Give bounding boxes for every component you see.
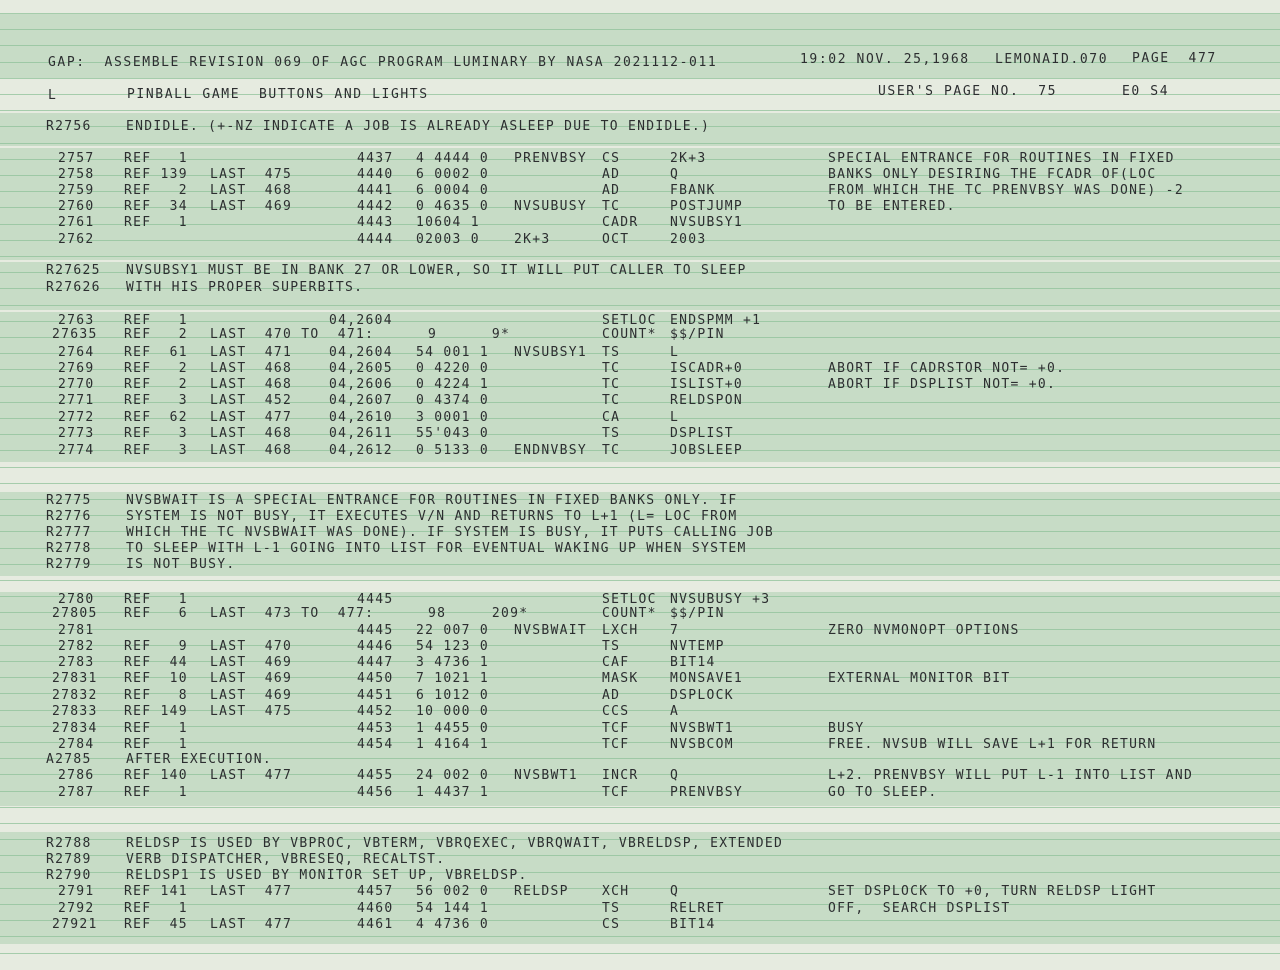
row-comment: EXTERNAL MONITOR BIT [828, 671, 1011, 686]
row-last: LAST 477 [210, 884, 293, 899]
row-addr: 04,2612 [329, 443, 393, 458]
row-seq: 2787 [58, 785, 95, 800]
row-op: TCF [602, 737, 630, 752]
row-seq: R2778 [46, 541, 92, 556]
row-ref: REF 3 [124, 443, 188, 458]
row-seq: 2770 [58, 377, 95, 392]
row-ref: REF 1 [124, 592, 188, 607]
row-addr: 4442 [357, 199, 394, 214]
row-label: 2K+3 [514, 232, 551, 247]
row-op: OCT [602, 232, 630, 247]
row-op: CCS [602, 704, 630, 719]
row-operand: L [670, 410, 680, 425]
row-seq: R2789 [46, 852, 92, 867]
row-code: 6 0002 0 [416, 167, 490, 182]
row-op: AD [602, 688, 621, 703]
row-label: NVSUBUSY [514, 199, 588, 214]
row-comment: ABORT IF DSPLIST NOT= +0. [828, 377, 1057, 392]
row-addr: 4453 [357, 721, 394, 736]
row-op: LXCH [602, 623, 639, 638]
row-seq: 27805 [52, 606, 98, 621]
paper-rule [0, 629, 1280, 630]
paper-rule [0, 953, 1280, 954]
row-ref: REF 3 [124, 393, 188, 408]
row-seq: 2762 [58, 232, 95, 247]
row-last: LAST 468 [210, 377, 293, 392]
row-ref: REF 1 [124, 721, 188, 736]
row-op: TS [602, 426, 621, 441]
row-code: 54 001 1 [416, 345, 490, 360]
row-operand: A [670, 704, 680, 719]
row-comment: OFF, SEARCH DSPLIST [828, 901, 1011, 916]
row-addr: 04,2604 [329, 345, 393, 360]
row-code: 6 1012 0 [416, 688, 490, 703]
row-operand: $$/PIN [670, 606, 725, 621]
row-op: COUNT* [602, 327, 657, 342]
row-ref: REF 2 [124, 327, 188, 342]
row-last: LAST 470 [210, 639, 293, 654]
row-op: TCF [602, 785, 630, 800]
row-seq: R2777 [46, 525, 92, 540]
paper-rule [0, 78, 1280, 79]
row-last: LAST 468 [210, 443, 293, 458]
row-op: TC [602, 377, 621, 392]
row-comment: NVSUBSY1 MUST BE IN BANK 27 OR LOWER, SO IT WILL PUT CALLER TO SLEEP [126, 263, 747, 278]
row-code: 0 4374 0 [416, 393, 490, 408]
paper-rule [0, 710, 1280, 711]
row-addr: 04,2605 [329, 361, 393, 376]
row-code: 54 144 1 [416, 901, 490, 916]
row-ref: REF 9 [124, 639, 188, 654]
row-operand: Q [670, 884, 680, 899]
row-ref: REF 34 [124, 199, 188, 214]
paper-rule [0, 693, 1280, 694]
row-code: 10604 1 [416, 215, 480, 230]
row-ref: REF 1 [124, 737, 188, 752]
row-comment: TO SLEEP WITH L-1 GOING INTO LIST FOR EVENTUAL WAKING UP WHEN SYSTEM [126, 541, 747, 556]
row-last: LAST 468 [210, 426, 293, 441]
row-code: 4 4736 0 [416, 917, 490, 932]
row-addr: 04,2606 [329, 377, 393, 392]
row-operand: 2003 [670, 232, 707, 247]
row-last: LAST 477 [210, 768, 293, 783]
row-ref: REF 141 [124, 884, 188, 899]
row-addr: 4445 [357, 592, 394, 607]
row-operand: $$/PIN [670, 327, 725, 342]
row-last: LAST 452 [210, 393, 293, 408]
row-ref: REF 44 [124, 655, 188, 670]
row-seq: R2779 [46, 557, 92, 572]
row-comment: RELDSP1 IS USED BY MONITOR SET UP, VBRELDSP. [126, 868, 528, 883]
row-seq: 2791 [58, 884, 95, 899]
row-seq: 2792 [58, 901, 95, 916]
row-label: PRENVBSY [514, 151, 588, 166]
row-ref: REF 1 [124, 151, 188, 166]
row-code: 10 000 0 [416, 704, 490, 719]
row-op: SETLOC [602, 592, 657, 607]
row-label: ENDNVBSY [514, 443, 588, 458]
row-ref: REF 149 [124, 704, 188, 719]
row-addr: 4440 [357, 167, 394, 182]
paper-rule [0, 418, 1280, 419]
paper-rule [0, 904, 1280, 905]
paper-rule [0, 13, 1280, 14]
row-last: LAST 469 [210, 671, 293, 686]
row-operand: BIT14 [670, 917, 716, 932]
row-seq: 2774 [58, 443, 95, 458]
row-code: 1 4164 1 [416, 737, 490, 752]
row-op: CADR [602, 215, 639, 230]
row-seq: A2785 [46, 752, 92, 767]
paper-rule [0, 29, 1280, 30]
row-ref: REF 2 [124, 377, 188, 392]
row-op: COUNT* [602, 606, 657, 621]
row-last: LAST 469 [210, 688, 293, 703]
row-seq: 2782 [58, 639, 95, 654]
row-addr: 04,2611 [329, 426, 393, 441]
row-seq: 27921 [52, 917, 98, 932]
row-operand: ENDSPMM +1 [670, 313, 762, 328]
row-op: CS [602, 151, 621, 166]
paper-rule [0, 791, 1280, 792]
row-operand: RELDSPON [670, 393, 744, 408]
header-gap-line: GAP: ASSEMBLE REVISION 069 OF AGC PROGRAM LUMINARY BY NASA 2021112-011 [48, 55, 718, 70]
paper-rule [0, 450, 1280, 451]
header-l: L [48, 88, 58, 103]
row-code: 24 002 0 [416, 768, 490, 783]
row-addr: 4450 [357, 671, 394, 686]
row-comment: GO TO SLEEP. [828, 785, 938, 800]
paper-rule [0, 467, 1280, 468]
row-last: LAST 475 [210, 167, 293, 182]
row-ref: REF 1 [124, 901, 188, 916]
row-comment: BUSY [828, 721, 865, 736]
row-seq: 2783 [58, 655, 95, 670]
row-addr: 04,2604 [329, 313, 393, 328]
row-operand: Q [670, 167, 680, 182]
row-operand: MONSAVE1 [670, 671, 744, 686]
row-op: TS [602, 345, 621, 360]
row-label: RELDSP [514, 884, 569, 899]
row-ref: REF 8 [124, 688, 188, 703]
row-code: 4 4444 0 [416, 151, 490, 166]
row-comment: ZERO NVMONOPT OPTIONS [828, 623, 1020, 638]
row-code: 9 9* [428, 327, 511, 342]
row-operand: Q [670, 768, 680, 783]
row-last: LAST 475 [210, 704, 293, 719]
row-last: LAST 468 [210, 361, 293, 376]
row-last: LAST 477 [210, 917, 293, 932]
row-comment: WHICH THE TC NVSBWAIT WAS DONE). IF SYSTEM IS BUSY, IT PUTS CALLING JOB [126, 525, 774, 540]
header-timestamp: 19:02 NOV. 25,1968 [800, 52, 970, 67]
row-op: TS [602, 639, 621, 654]
row-op: TC [602, 361, 621, 376]
row-seq: 2761 [58, 215, 95, 230]
row-last: LAST 477 [210, 410, 293, 425]
row-code: 1 4437 1 [416, 785, 490, 800]
row-ref: REF 140 [124, 768, 188, 783]
row-addr: 04,2607 [329, 393, 393, 408]
row-code: 0 5133 0 [416, 443, 490, 458]
paper-rule [0, 256, 1280, 257]
row-addr: 4437 [357, 151, 394, 166]
row-code: 22 007 0 [416, 623, 490, 638]
header-eo: E0 S4 [1122, 84, 1170, 99]
row-addr: 4443 [357, 215, 394, 230]
row-comment: L+2. PRENVBSY WILL PUT L-1 INTO LIST AND [828, 768, 1194, 783]
row-addr: 4446 [357, 639, 394, 654]
row-ref: REF 1 [124, 785, 188, 800]
row-seq: 2757 [58, 151, 95, 166]
row-ref: REF 61 [124, 345, 188, 360]
row-addr: 4441 [357, 183, 394, 198]
row-seq: 27832 [52, 688, 98, 703]
paper-rule [0, 305, 1280, 306]
row-operand: POSTJUMP [670, 199, 744, 214]
row-op: TC [602, 199, 621, 214]
row-seq: 2759 [58, 183, 95, 198]
row-code: 7 1021 1 [416, 671, 490, 686]
row-label: NVSUBSY1 [514, 345, 588, 360]
row-comment: RELDSP IS USED BY VBPROC, VBTERM, VBRQEXEC, VBRQWAIT, VBRELDSP, EXTENDED [126, 836, 784, 851]
row-operand: ISLIST+0 [670, 377, 744, 392]
row-ref: REF 6 [124, 606, 188, 621]
row-op: CA [602, 410, 621, 425]
row-addr: 4452 [357, 704, 394, 719]
row-seq: 2784 [58, 737, 95, 752]
row-code: 56 002 0 [416, 884, 490, 899]
row-op: MASK [602, 671, 639, 686]
row-last: LAST 469 [210, 199, 293, 214]
row-last: LAST 470 TO 471: [210, 327, 375, 342]
row-comment: FROM WHICH THE TC PRENVBSY WAS DONE) -2 [828, 183, 1184, 198]
row-comment: VERB DISPATCHER, VBRESEQ, RECALTST. [126, 852, 446, 867]
row-seq: R2775 [46, 493, 92, 508]
row-last: LAST 469 [210, 655, 293, 670]
row-seq: 2764 [58, 345, 95, 360]
row-operand: DSPLOCK [670, 688, 734, 703]
row-addr: 4447 [357, 655, 394, 670]
row-code: 1 4455 0 [416, 721, 490, 736]
row-operand: L [670, 345, 680, 360]
row-label: NVSBWAIT [514, 623, 588, 638]
paper-rule [0, 823, 1280, 824]
paper-rule [0, 224, 1280, 225]
row-seq: R2776 [46, 509, 92, 524]
row-operand: NVSBWT1 [670, 721, 734, 736]
row-label: NVSBWT1 [514, 768, 578, 783]
row-seq: 27833 [52, 704, 98, 719]
row-seq: 2769 [58, 361, 95, 376]
row-code: 54 123 0 [416, 639, 490, 654]
row-op: TCF [602, 721, 630, 736]
row-comment: ENDIDLE. (+-NZ INDICATE A JOB IS ALREADY ASLEEP DUE TO ENDIDLE.) [126, 119, 711, 134]
row-op: AD [602, 183, 621, 198]
row-addr: 4460 [357, 901, 394, 916]
row-addr: 04,2610 [329, 410, 393, 425]
row-comment: ABORT IF CADRSTOR NOT= +0. [828, 361, 1066, 376]
header-page-number: PAGE 477 [1132, 51, 1217, 66]
row-operand: 7 [670, 623, 680, 638]
paper-rule [0, 369, 1280, 370]
row-code: 0 4224 1 [416, 377, 490, 392]
row-op: CAF [602, 655, 630, 670]
paper-rule [0, 386, 1280, 387]
row-addr: 4457 [357, 884, 394, 899]
row-addr: 4445 [357, 623, 394, 638]
row-addr: 4455 [357, 768, 394, 783]
row-comment: AFTER EXECUTION. [126, 752, 273, 767]
row-comment: SET DSPLOCK TO +0, TURN RELDSP LIGHT [828, 884, 1157, 899]
row-code: 02003 0 [416, 232, 480, 247]
row-operand: DSPLIST [670, 426, 734, 441]
header-users-page: USER'S PAGE NO. 75 [878, 84, 1058, 99]
paper-rule [0, 207, 1280, 208]
row-code: 3 4736 1 [416, 655, 490, 670]
row-operand: NVSUBUSY +3 [670, 592, 771, 607]
row-seq: R27625 [46, 263, 101, 278]
row-code: 98 209* [428, 606, 529, 621]
row-operand: ISCADR+0 [670, 361, 744, 376]
row-seq: 2772 [58, 410, 95, 425]
row-ref: REF 1 [124, 215, 188, 230]
paper-rule [0, 726, 1280, 727]
row-ref: REF 2 [124, 183, 188, 198]
row-op: SETLOC [602, 313, 657, 328]
row-operand: BIT14 [670, 655, 716, 670]
row-comment: IS NOT BUSY. [126, 557, 236, 572]
row-seq: R2756 [46, 119, 92, 134]
row-ref: REF 10 [124, 671, 188, 686]
row-op: CS [602, 917, 621, 932]
row-addr: 4461 [357, 917, 394, 932]
header-section-title: PINBALL GAME BUTTONS AND LIGHTS [127, 87, 429, 102]
row-seq: 2771 [58, 393, 95, 408]
row-op: AD [602, 167, 621, 182]
row-comment: SYSTEM IS NOT BUSY, IT EXECUTES V/N AND RETURNS TO L+1 (L= LOC FROM [126, 509, 738, 524]
row-seq: 27635 [52, 327, 98, 342]
row-addr: 4456 [357, 785, 394, 800]
row-code: 6 0004 0 [416, 183, 490, 198]
paper-rule [0, 645, 1280, 646]
row-code: 0 4635 0 [416, 199, 490, 214]
row-seq: 2758 [58, 167, 95, 182]
paper-rule [0, 434, 1280, 435]
row-ref: REF 139 [124, 167, 188, 182]
row-operand: NVSBCOM [670, 737, 734, 752]
paper-rule [0, 402, 1280, 403]
row-comment: SPECIAL ENTRANCE FOR ROUTINES IN FIXED [828, 151, 1175, 166]
row-last: LAST 471 [210, 345, 293, 360]
row-ref: REF 62 [124, 410, 188, 425]
row-comment: TO BE ENTERED. [828, 199, 956, 214]
row-comment: FREE. NVSUB WILL SAVE L+1 FOR RETURN [828, 737, 1157, 752]
paper-rule [0, 807, 1280, 808]
paper-rule [0, 353, 1280, 354]
paper-rule [0, 936, 1280, 937]
paper-rule [0, 110, 1280, 111]
row-seq: 2760 [58, 199, 95, 214]
row-seq: R2788 [46, 836, 92, 851]
header-lemonaid: LEMONAID.070 [995, 52, 1109, 67]
row-op: TC [602, 443, 621, 458]
row-comment: WITH HIS PROPER SUPERBITS. [126, 280, 364, 295]
row-comment: NVSBWAIT IS A SPECIAL ENTRANCE FOR ROUTINES IN FIXED BANKS ONLY. IF [126, 493, 738, 508]
row-operand: 2K+3 [670, 151, 707, 166]
row-operand: RELRET [670, 901, 725, 916]
row-ref: REF 3 [124, 426, 188, 441]
row-code: 3 0001 0 [416, 410, 490, 425]
paper-rule [0, 661, 1280, 662]
row-seq: R2790 [46, 868, 92, 883]
row-op: TS [602, 901, 621, 916]
paper-rule [0, 920, 1280, 921]
row-seq: R27626 [46, 280, 101, 295]
row-operand: NVTEMP [670, 639, 725, 654]
row-ref: REF 2 [124, 361, 188, 376]
row-last: LAST 473 TO 477: [210, 606, 375, 621]
row-operand: FBANK [670, 183, 716, 198]
row-seq: 2780 [58, 592, 95, 607]
row-comment: BANKS ONLY DESIRING THE FCADR OF(LOC [828, 167, 1157, 182]
row-addr: 4454 [357, 737, 394, 752]
row-ref: REF 45 [124, 917, 188, 932]
row-op: XCH [602, 884, 630, 899]
row-seq: 2781 [58, 623, 95, 638]
row-seq: 2773 [58, 426, 95, 441]
paper-rule [0, 45, 1280, 46]
row-ref: REF 1 [124, 313, 188, 328]
row-addr: 4451 [357, 688, 394, 703]
row-seq: 27831 [52, 671, 98, 686]
paper-rule [0, 677, 1280, 678]
row-code: 55'043 0 [416, 426, 490, 441]
row-seq: 27834 [52, 721, 98, 736]
row-operand: NVSUBSY1 [670, 215, 744, 230]
paper-rule [0, 580, 1280, 581]
row-operand: PRENVBSY [670, 785, 744, 800]
paper-rule [0, 483, 1280, 484]
row-operand: JOBSLEEP [670, 443, 744, 458]
row-code: 0 4220 0 [416, 361, 490, 376]
row-seq: 2763 [58, 313, 95, 328]
paper-rule [0, 240, 1280, 241]
row-last: LAST 468 [210, 183, 293, 198]
paper-rule [0, 143, 1280, 144]
row-op: INCR [602, 768, 639, 783]
row-seq: 2786 [58, 768, 95, 783]
row-addr: 4444 [357, 232, 394, 247]
row-op: TC [602, 393, 621, 408]
